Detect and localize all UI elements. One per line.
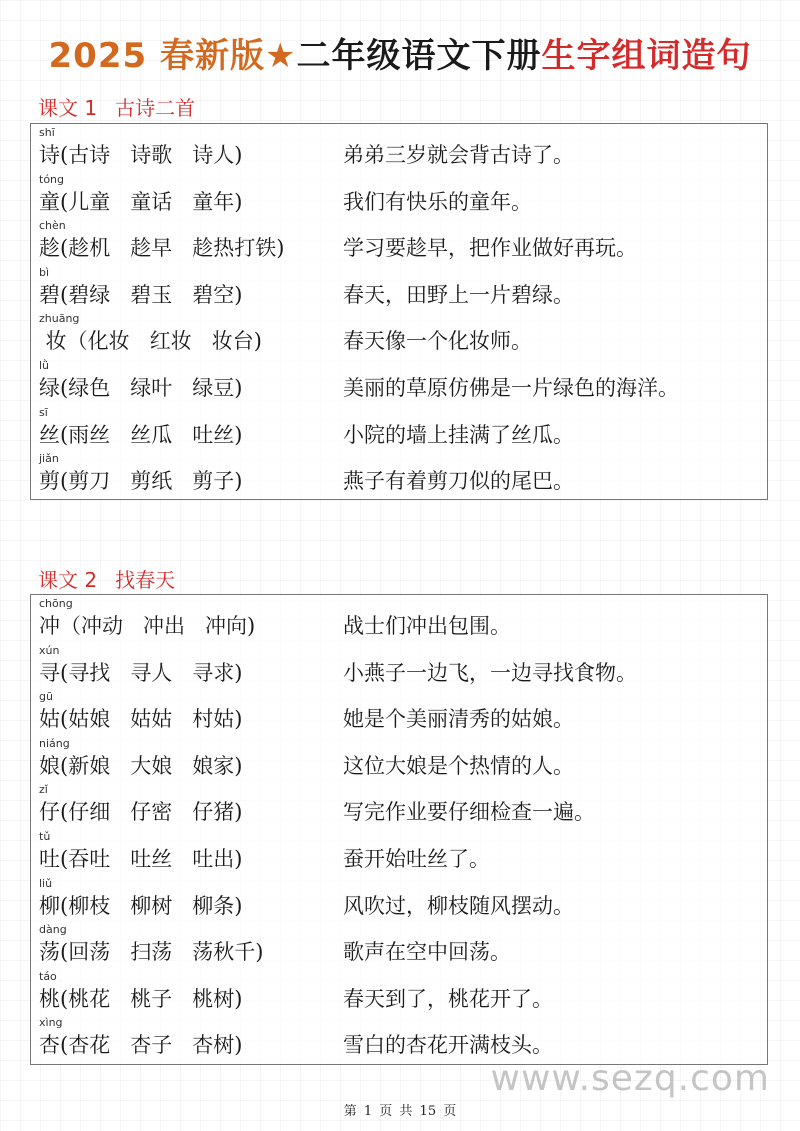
table-row: [31, 921, 767, 968]
lesson-label: 课文 2: [38, 568, 98, 592]
table-row: [31, 735, 767, 782]
example-sentence: 燕子有着剪刀似的尾巴。: [343, 469, 574, 494]
pinyin: jiǎn: [39, 452, 59, 466]
word-group: 绿(绿色 绿叶 绿豆): [39, 376, 243, 400]
example-sentence: 战士们冲出包围。: [343, 614, 511, 638]
word-group: 荡(回荡 扫荡 荡秋千): [39, 940, 264, 965]
example-sentence: 学习要趁早，把作业做好再玩。: [343, 236, 637, 261]
pinyin: tóng: [39, 172, 64, 186]
word-group: 吐(吞吐 吐丝 吐出): [39, 847, 243, 871]
word-group: 剪(剪刀 剪纸 剪子): [39, 469, 243, 494]
example-sentence: 雪白的杏花开满枝头。: [343, 1033, 553, 1058]
title-edition: 2025 春新版: [48, 36, 265, 76]
pinyin: zhuāng: [39, 312, 80, 326]
table-row: [31, 828, 767, 875]
word-group: 冲（冲动 冲出 冲向): [39, 614, 256, 638]
example-sentence: 风吹过，柳枝随风摆动。: [343, 893, 574, 918]
table-row: [31, 171, 767, 218]
lesson-2-heading: [38, 564, 175, 593]
table-row: [31, 968, 767, 1015]
title-topic: 生字组词造句: [541, 36, 752, 76]
example-sentence: 春天，田野上一片碧绿。: [343, 282, 574, 307]
pinyin: gū: [39, 690, 53, 704]
pinyin: táo: [39, 969, 57, 983]
watermark: www.sezq.com: [490, 1058, 770, 1099]
pinyin: bì: [39, 265, 50, 279]
example-sentence: 小院的墙上挂满了丝瓜。: [343, 422, 574, 447]
example-sentence: 小燕子一边飞，一边寻找食物。: [343, 660, 637, 685]
word-group: 杏(杏花 杏子 杏树): [39, 1033, 243, 1058]
word-group: 桃(桃花 桃子 桃树): [39, 986, 243, 1011]
table-row: [31, 357, 767, 404]
example-sentence: 我们有快乐的童年。: [343, 189, 532, 214]
table-row: [31, 404, 767, 451]
pinyin: shī: [39, 126, 55, 139]
table-row: [31, 1014, 767, 1061]
lesson-1-heading: [38, 92, 195, 121]
star-icon: ★: [264, 36, 297, 76]
title-grade: 二年级语文下册: [296, 36, 542, 76]
word-group: 趁(趁机 趁早 趁热打铁): [39, 236, 285, 261]
lesson-label: 课文 1: [38, 96, 98, 120]
lesson-2-table: [30, 594, 768, 1065]
pinyin: xún: [39, 643, 60, 657]
table-row: [31, 264, 767, 311]
word-group: 娘(新娘 大娘 娘家): [39, 753, 243, 778]
pinyin: lǜ: [39, 359, 50, 372]
pinyin: dàng: [39, 923, 67, 937]
example-sentence: 美丽的草原仿佛是一片绿色的海洋。: [343, 376, 679, 400]
lesson-1-table: [30, 123, 768, 500]
pinyin: niáng: [39, 736, 70, 750]
table-row: [31, 688, 767, 735]
word-group: 丝(雨丝 丝瓜 吐丝): [39, 422, 243, 447]
table-row: [31, 595, 767, 642]
pinyin: sī: [39, 405, 48, 419]
example-sentence: 这位大娘是个热情的人。: [343, 753, 574, 778]
pinyin: xìng: [39, 1016, 63, 1030]
word-group: 诗(古诗 诗歌 诗人): [39, 143, 243, 167]
word-group: 寻(寻找 寻人 寻求): [39, 660, 243, 685]
word-group: 仔(仔细 仔密 仔猪): [39, 800, 243, 825]
lesson-name: 古诗二首: [115, 96, 196, 120]
example-sentence: 写完作业要仔细检查一遍。: [343, 800, 595, 825]
example-sentence: 春天像一个化妆师。: [343, 329, 532, 354]
pinyin: liǔ: [39, 876, 53, 890]
table-row: [31, 217, 767, 264]
example-sentence: 蚕开始吐丝了。: [343, 847, 490, 871]
word-group: 童(儿童 童话 童年): [39, 189, 243, 214]
pinyin: zǐ: [39, 783, 48, 797]
table-row: [31, 124, 767, 171]
pinyin: chèn: [39, 219, 66, 233]
page-title: [0, 28, 800, 77]
table-row: [31, 642, 767, 689]
table-row: [31, 781, 767, 828]
example-sentence: 弟弟三岁就会背古诗了。: [343, 143, 574, 167]
lesson-name: 找春天: [115, 568, 176, 592]
table-row: [31, 310, 767, 357]
example-sentence: 她是个美丽清秀的姑娘。: [343, 707, 574, 732]
pinyin: tǔ: [39, 830, 51, 843]
word-group: 姑(姑娘 姑姑 村姑): [39, 707, 243, 732]
example-sentence: 春天到了，桃花开了。: [343, 986, 553, 1011]
pinyin: chōng: [39, 597, 73, 610]
page-number: 第 1 页 共 15 页: [343, 1104, 457, 1119]
table-row: [31, 875, 767, 922]
example-sentence: 歌声在空中回荡。: [343, 940, 511, 965]
table-row: [31, 450, 767, 497]
word-group: 碧(碧绿 碧玉 碧空): [39, 282, 243, 307]
word-group: 妆（化妆 红妆 妆台): [39, 329, 262, 354]
word-group: 柳(柳枝 柳树 柳条): [39, 893, 243, 918]
